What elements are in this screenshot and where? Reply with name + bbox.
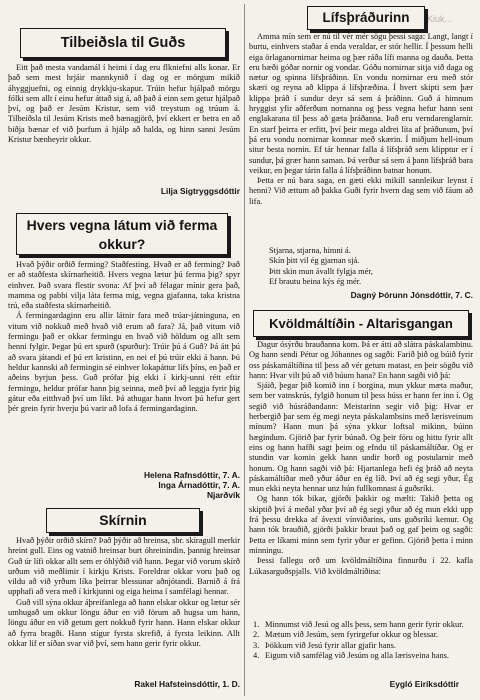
signature-text: Rakel Hafsteinsdóttir, 1. D. xyxy=(134,679,240,689)
signature-text: Lilja Sigtryggsdóttir xyxy=(160,186,240,196)
list-item-text: Mætum við Jesúm, sem fyrirgefur okkur og blessar. xyxy=(265,630,439,640)
poem-line: Skín þitt vil ég gjarnan sjá. xyxy=(269,256,360,266)
paragraph: Hvað þýðir orðið ferming? Staðfesting. Hvað er að ferming? Það er að staðfesta skírnarheitið. Hvers vegna lætur þú ferma þig? spyr einhver. Það svara flestir svona: Af því að félagar mínir gera það, mamma og pabbi vilja láta ferma mig, vegna gjafanna, taka kristna trú, eða staðfesta skírnarheitið. xyxy=(8,260,240,311)
poem-line: Þitt skin mun ávallt fylgja mér, xyxy=(269,266,373,276)
title-lifsthradurinn xyxy=(307,6,425,30)
title-tilbeidsla-text: Tilbeiðsla til Guðs xyxy=(60,35,186,51)
ghost-text xyxy=(427,14,452,24)
title-skirnin xyxy=(46,508,200,533)
list-item-text: Eigum við samfélag við Jesúm og alla lærisveina hans. xyxy=(265,650,449,660)
list-item-text: Minnumst við Jesú og alls þess, sem hann gerir fyrir okkur. xyxy=(265,620,464,629)
signature-line: Inga Árnadóttir, 7. A. xyxy=(158,480,240,490)
signature-tilbeidsla xyxy=(8,186,240,196)
article-tilbeidsla-body xyxy=(8,63,240,145)
paragraph: Og hann tók bikar, gjörði þakkir og mælti: Takið þetta og skiptið því á meðal yðar því að ég segi yður að ég mun ekki upp frá þessu drekka af ávexti vínviðarins, uns guðsríki kemur. Og hann tók brauðið, gjörði þakkir braut það og gaf þeim og sagði: Þetta er líkami minn sem fyrir yður er gefinn. Gjörið þetta í minn minningu. xyxy=(249,494,473,555)
title-ferma-text: Hvers vegna látum við ferma okkur? xyxy=(26,217,218,252)
paragraph: Á fermingardaginn eru allir látnir fara með trúar-játninguna, en vitum við nokkuð með hvað við erum að fara? Já, það vitum við fermingu það er okkar fermingu en hvað við höldum og allt sem henni fylgir. Þegar þú ert spurð (spurður): Trúir þú á Guð? Þá átt þú að svara játandi ef þú ert kristinn, en nei ef þú trúir ekki á hann. Þú heldur kannski að fermingin sé einhver lokapáttur lífs þíns, en það er aðeins byrjun þess. Guð prófar þig ekki í kirkj-unni rétt eftir fermingu, heldur prófar hann þig seinna, með því að leggja fyrir þig gátur eða eitthvað því um líkt. Þá athugar hann hvort þú hefur gert þér grein fyrir hverju þú varir að lofa á fermingardaginn. xyxy=(8,311,240,414)
article-ferma-body xyxy=(8,260,240,414)
signature-skirnin xyxy=(8,679,240,689)
paragraph: Þessi fallegu orð um kvöldmáltíðina finnurðu í 22. kafla Lúkasarguðspjalls. Við kvöldmáltíðina: xyxy=(249,556,473,576)
signature-kvoldmaltidin xyxy=(249,679,459,689)
column-divider xyxy=(244,4,245,696)
poem-lifsthradurinn xyxy=(269,246,473,287)
poem-line: Ef brautu beina kýs ég mér. xyxy=(269,276,362,286)
list-item xyxy=(253,641,473,651)
paragraph: Sjáið, þegar þið komið inn í borgina, mun ykkur mæta maður, sem ber vatnskrús, fylgið honum til þess húss er hann fer inn í. Og segið við húsráðandann: Meistarinn segir við þig: Hvar er herbergið þar sem ég megi neyta páskalambsins með lærisveinum mínum? Hann mun þá sýna ykkur loftsal mikinn, búinn hægindum. Gjörið þar fyrir búnað. Og þeir fóru og hittu fyrir allt eins og hann hafði sagt þeim og efndu til páskamáltíðar. Og er stundin var komin gekk hann undir borð og postularnir með honum. Og hann sagði við þá: Hjartanlega hefi ég þráð að neyta páskamáltíðar með yður áður en ég líð. Því að ég segi yður, Ég mun ekki neyta hennar unz hún fullkomnast á guðsríki. xyxy=(249,381,473,494)
title-lifsthradurinn-text: Lífsþráðurinn xyxy=(322,10,410,25)
article-kvoldmaltidin-body xyxy=(249,340,473,577)
list-kvoldmaltidin xyxy=(253,620,473,661)
title-ferma xyxy=(16,213,228,255)
signature-text: Dagný Þórunn Jónsdóttir, 7. C. xyxy=(350,290,473,300)
paragraph: Guð vill sýna okkur áþreifanlega að hann elskar okkur og lætur sér umhugað um okkur löngu áður en við förum að hugsa um hann, löngu áður en við getum gert nokkuð fyrir hann. Hann elskar okkur að fyrra bragði. Hann stígur fyrsta skrefið, á fyrsta leikinn. Allt okkar líf er síðan svar við því, sem hann gerir fyrir okkur. xyxy=(8,597,240,648)
title-skirnin-text: Skírnin xyxy=(99,512,147,528)
list-item-text: Þökkum við Jesú fyrir allar gjafir hans. xyxy=(265,640,396,650)
paragraph: Þetta er nú bara saga, en gæti ekki mikill sannleikur leynst í henni? Við ættum að þakka Guði fyrir hvern dag sem við fáum að lifa. xyxy=(249,176,473,206)
title-kvoldmaltidin xyxy=(253,310,469,337)
list-number: 1. xyxy=(253,620,260,629)
title-tilbeidsla xyxy=(20,28,226,58)
paragraph: Hvað þýðir orðið skírn? Það þýðir að hreinsa, sbr. skíragull merkir hreint gull. Eins og vatnið hreinsar burt óhreinindin, þannig hreinsar Guð úr lífi okkar allt sem er óhlýðið við hann. Þegar við vorum skírð urðum við meðlimir í kirkju Krists. Foreldrar okkar voru það og vildu að við yrðum líka þeirrar blessunar aðnjótandi. Barnið á frá upphafi að vera með í kirkjunni og eiga heima í samfélagi hennar. xyxy=(8,536,240,597)
title-kvoldmaltidin-text: Kvöldmáltíðin - Altarisgangan xyxy=(269,316,453,331)
paragraph: Amma mín sem er nú til vér mér sögu þessi saga: Langt, langt í burtu, einhvers staðar á enda veraldar, er stór hellir. Í þessum helli eiga örlaganornirnar heima og þær ráða lífi manna og dauða. Þetta eru bæði góðar nornir og vondar. Góðu nornirnar sitja við daga og nætur og spinna lífsþráðinn. En vondu nornirnar eru með stór skæri og reyna að klippa á lífsþræðina. Í hvert skipti sem þær klippa þráð í sundur deyr sá sem á þráðinn. Guð á himnum hryggist yfir aðferðum nornanna og þess vegna hefur hann sent englakarana til þess að gæta þráðanna. Það eru verndarenglarnir. En starf þeirra er erfitt, því þeir mega aldrei líta af þráðunum, því þá eru vondu nornirnar komnar með skærin. Í miðjum hell-inum situr besta nornin. Ef tár hennar falla á lífsþráð sem klipptur er í sundur, þá grær hann saman. Þá verður sá sem á þann lífsþráð bara veikur, en þegar tárin falla á lífsþráðinn batnar honum. xyxy=(249,32,473,175)
article-lifsthradurinn-body xyxy=(249,32,473,207)
signature-lifsthradurinn xyxy=(249,290,473,300)
poem-line: Stjarna, stjarna, himni á. xyxy=(269,246,351,255)
article-skirnin-body xyxy=(8,536,240,649)
ghost-text-content: Kiuk... xyxy=(427,14,453,24)
list-item xyxy=(253,651,473,661)
list-number: 4. xyxy=(253,650,260,660)
list-number: 3. xyxy=(253,640,260,650)
paragraph: Dagur ósýrðu brauðanna kom. Þá er átti að slátra páskalambinu. Og hann sendi Pétur og Jóhannes og sagði: Farið þið og búið fyrir oss páskamáltíðina til þess að vér getum matast, en þeir sögðu við hann: Hvar vilt þú að við búum hana? En hann sagði við þá: xyxy=(249,340,473,380)
paragraph: Eitt það mesta vandamál í heimi í dag eru flkniefni alls konar. Er það sem mest hrjáir mannkynið í dag og er mörgum mikið áhyggjuefni, og einnig drykkju-skapur. Trúin hefur hjálpað mörgu fólki sem allt í einu hefur áttað sig á, að það á einn sem getur hjálpað því, og það er Jesúm Kristur, sem við treystum og trúum á. Tilbeiðsla til Jesúm Krists með bænagjörð, því ekkert er betra en að biðja bænar ef við þurfum á hjálp að halda, og hinn sanni Jesúm Kristur bænheyrir okkur. xyxy=(8,63,240,145)
list-item xyxy=(253,630,473,640)
signature-ferma xyxy=(8,470,240,500)
list-number: 2. xyxy=(253,630,260,640)
signature-text: Eygló Eiríksdóttir xyxy=(389,679,459,689)
signature-line: Helena Rafnsdóttir, 7. A. xyxy=(143,470,240,480)
list-item xyxy=(253,620,473,630)
signature-line: Njarðvík xyxy=(206,490,240,500)
